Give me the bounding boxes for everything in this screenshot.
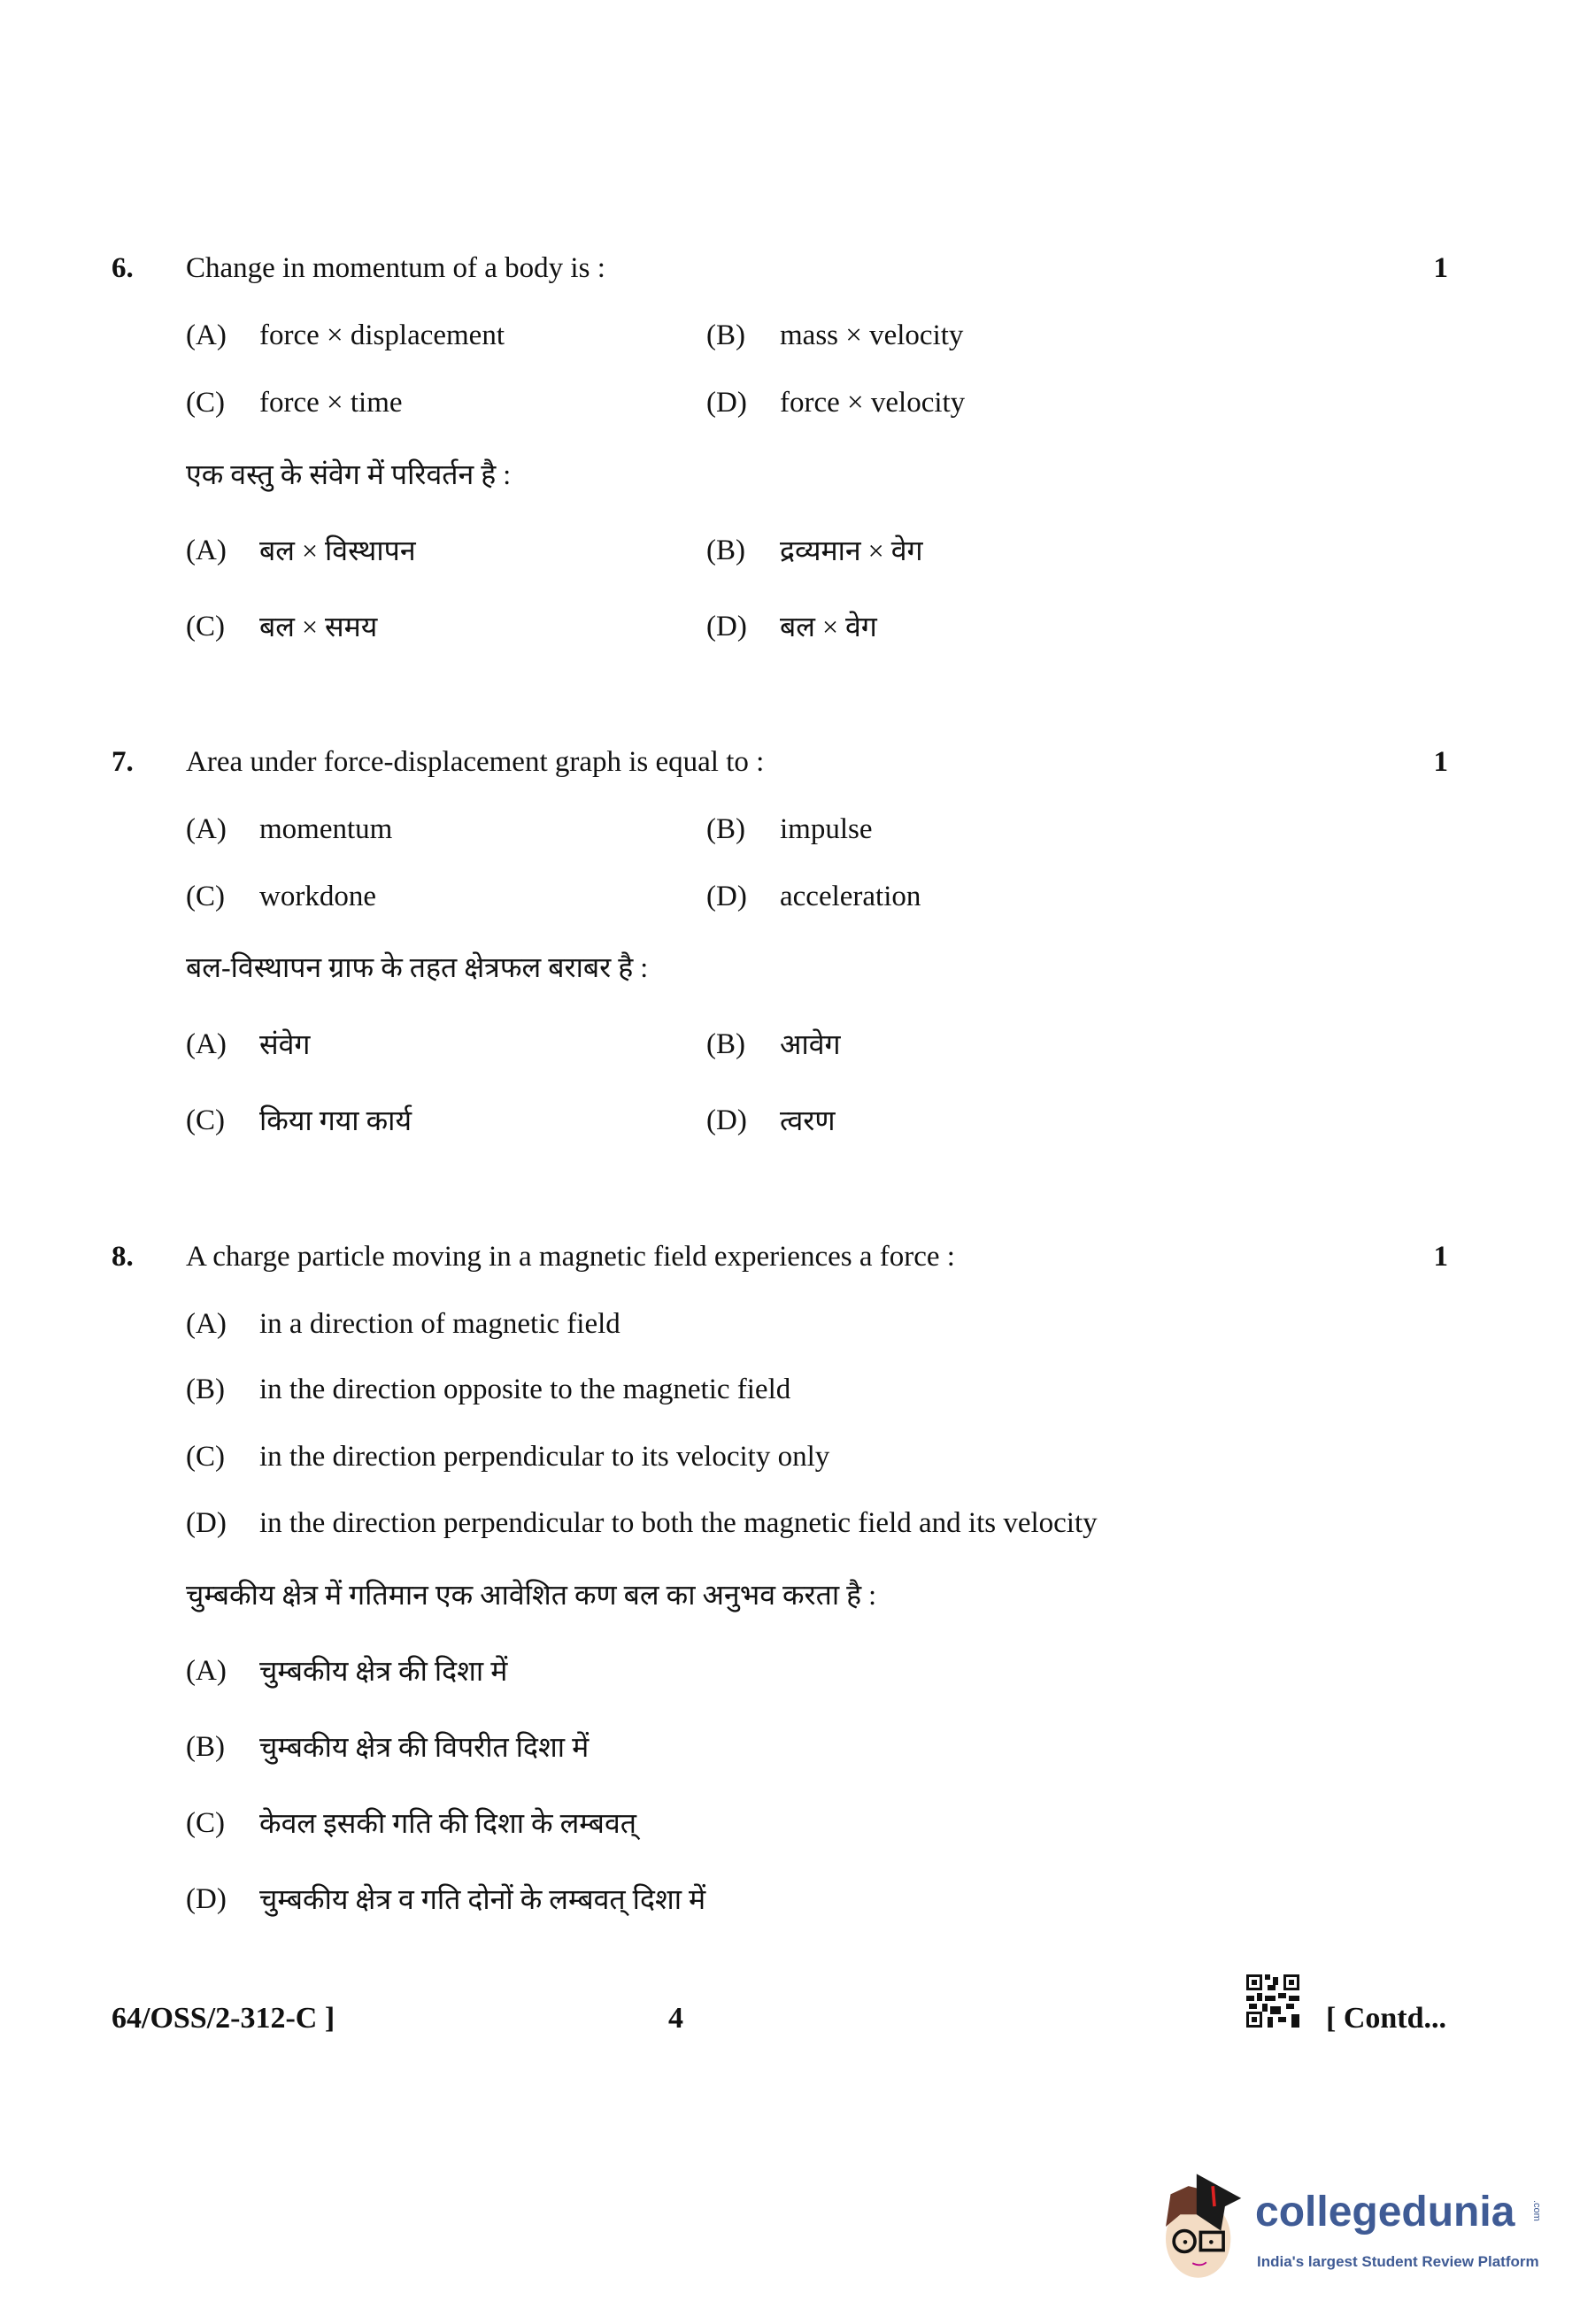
option-text-hi: त्वरण (780, 1104, 836, 1136)
collegedunia-watermark (1156, 2165, 1572, 2289)
option-label-hi: (B) (186, 1731, 225, 1763)
question-text-en: Area under force-displacement graph is equal to : (186, 746, 765, 778)
option-text-en: force × displacement (259, 319, 505, 351)
option-text-en: acceleration (780, 881, 921, 912)
question-number: 7. (112, 746, 134, 778)
question-marks: 1 (1433, 746, 1448, 778)
question-text-hi: बल-विस्थापन ग्राफ के तहत क्षेत्रफल बराबर है : (186, 951, 649, 983)
option-text-hi: चुम्बकीय क्षेत्र की विपरीत दिशा में (259, 1731, 590, 1763)
option-label-hi: (D) (186, 1883, 227, 1915)
option-label-en: (D) (706, 387, 747, 419)
option-text-en: in a direction of magnetic field (259, 1308, 620, 1340)
option-label-en: (B) (186, 1374, 225, 1405)
brand-name: collegedunia (1255, 2189, 1515, 2236)
option-text-en: force × time (259, 387, 403, 419)
option-text-en: impulse (780, 813, 873, 845)
option-label-en: (A) (186, 1308, 227, 1340)
qr-code-icon (1246, 1974, 1299, 2028)
option-label-hi: (B) (706, 1028, 745, 1060)
question-marks: 1 (1433, 1241, 1448, 1273)
option-text-en: force × velocity (780, 387, 966, 419)
question-marks: 1 (1433, 252, 1448, 284)
option-text-hi: चुम्बकीय क्षेत्र व गति दोनों के लम्बवत् दिशा में (259, 1883, 706, 1915)
option-label-en: (C) (186, 1441, 225, 1473)
option-label-en: (C) (186, 387, 225, 419)
question-number: 6. (112, 252, 134, 284)
option-label-en: (D) (706, 881, 747, 912)
option-text-hi: किया गया कार्य (259, 1104, 412, 1136)
option-text-hi: केवल इसकी गति की दिशा के लम्बवत् (259, 1807, 636, 1839)
option-text-hi: बल × समय (259, 611, 378, 643)
option-label-hi: (C) (186, 611, 225, 643)
option-text-en: in the direction perpendicular to both the magnetic field and its velocity (259, 1507, 1098, 1539)
option-label-en: (A) (186, 319, 227, 351)
option-label-hi: (A) (186, 1028, 227, 1060)
option-label-en: (A) (186, 813, 227, 845)
option-text-hi: चुम्बकीय क्षेत्र की दिशा में (259, 1655, 508, 1687)
question-text-hi: एक वस्तु के संवेग में परिवर्तन है : (186, 458, 512, 490)
option-text-en: mass × velocity (780, 319, 964, 351)
question-number: 8. (112, 1241, 134, 1273)
option-text-hi: बल × वेग (780, 611, 877, 643)
continued-label: [ Contd... (1326, 2002, 1447, 2035)
question-text-en: Change in momentum of a body is : (186, 252, 605, 284)
option-label-hi: (C) (186, 1104, 225, 1136)
option-text-hi: द्रव्यमान × वेग (780, 535, 923, 566)
option-label-en: (B) (706, 813, 745, 845)
option-label-hi: (D) (706, 611, 747, 643)
option-text-hi: आवेग (780, 1028, 841, 1060)
question-text-en: A charge particle moving in a magnetic field experiences a force : (186, 1241, 955, 1273)
option-label-hi: (B) (706, 535, 745, 566)
option-text-en: momentum (259, 813, 393, 845)
page-number: 4 (668, 2002, 683, 2035)
option-label-hi: (C) (186, 1807, 225, 1839)
option-text-en: workdone (259, 881, 376, 912)
option-label-hi: (A) (186, 535, 227, 566)
option-label-en: (D) (186, 1507, 227, 1539)
paper-code: 64/OSS/2-312-C ] (112, 2002, 335, 2035)
brand-domain: .com (1531, 2200, 1542, 2221)
option-label-hi: (D) (706, 1104, 747, 1136)
option-text-en: in the direction opposite to the magnetic field (259, 1374, 791, 1405)
option-label-en: (C) (186, 881, 225, 912)
option-label-en: (B) (706, 319, 745, 351)
option-text-hi: संवेग (259, 1028, 311, 1060)
option-label-hi: (A) (186, 1655, 227, 1687)
option-text-en: in the direction perpendicular to its velocity only (259, 1441, 830, 1473)
mascot-logo-icon (1156, 2165, 1253, 2289)
brand-tagline: India's largest Student Review Platform (1257, 2253, 1539, 2270)
question-text-hi: चुम्बकीय क्षेत्र में गतिमान एक आवेशित कण बल का अनुभव करता है : (186, 1579, 877, 1611)
option-text-hi: बल × विस्थापन (259, 535, 416, 566)
